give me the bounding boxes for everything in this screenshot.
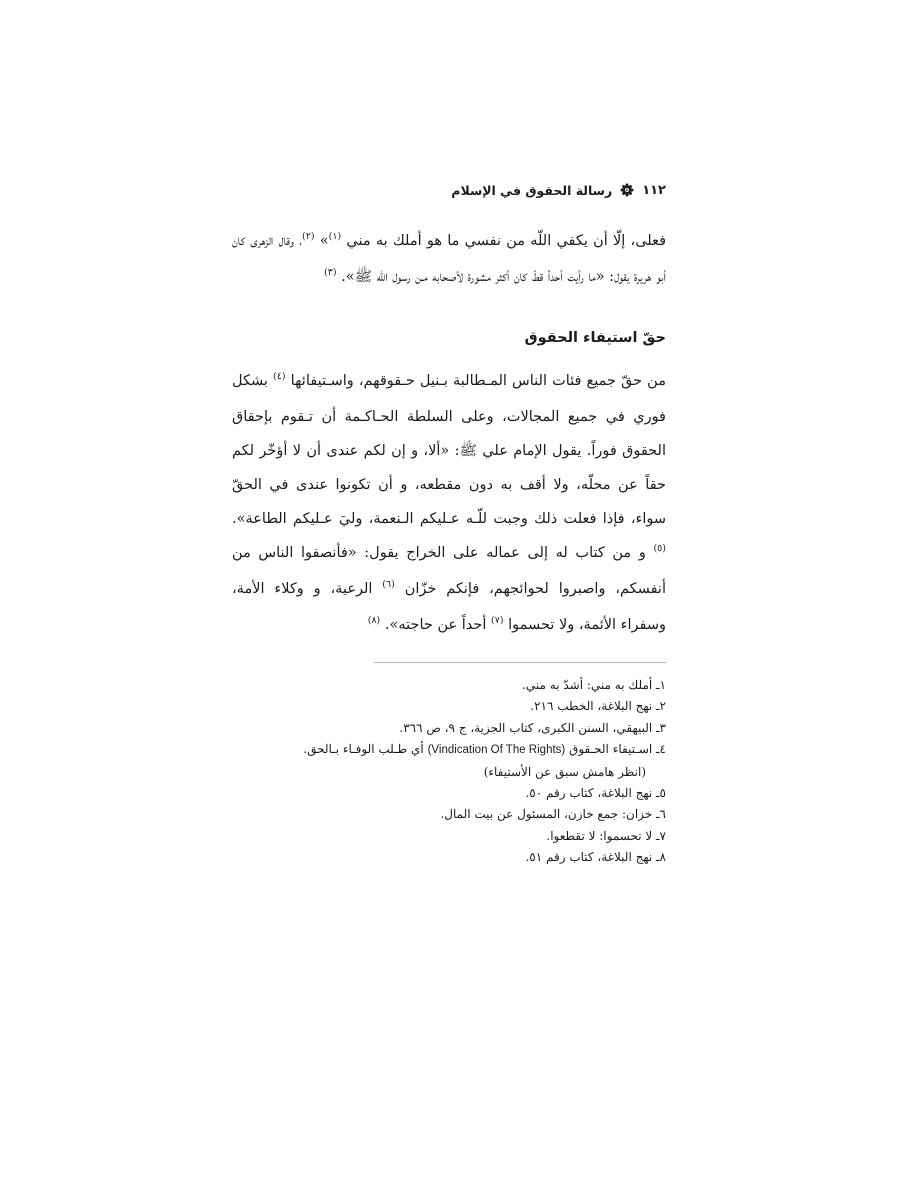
footnote-ref-6: (٦) [382,579,395,590]
footnote-ref-4: (٤) [273,371,286,382]
footnote-ref-5: (٥) [653,543,666,554]
paragraph-2-text: الرعية، و وكلاء الأمة، وسفراء الأئمة، ولا تحسموا [232,581,666,633]
footnote-4-text: أي طـلب الوفـاء بـالحق. [303,742,428,757]
page-number: ١١٢ [642,182,666,198]
paragraph-2-text: و من كتاب له إلى عماله على الخراج يقول: «فأنصفوا الناس من أنفسكم، واصبروا لحوائجهم، فإنكم خزّان [232,545,666,597]
footnote-8: ٨ـ نهج البلاغة، كتاب رقم ٥١. [525,850,666,865]
paragraph-2-text: أحداً عن حاجته». [380,617,491,633]
footnote-ref-1: (١) [328,231,342,242]
footnote-4 [232,739,666,761]
paragraph-2 [232,364,666,644]
footnote-7: ٧ـ لا تحسموا: لا تقطعوا. [546,828,666,843]
paragraph-1-text: فعلى، إلّا أن يكفي اللّه من نفسي ما هو أملك به مني [341,233,667,249]
paragraph-1-text: » [314,233,329,249]
footnote-4-continuation: (انظر هامش سبق عن الأستيفاء) [483,764,646,779]
footnote-1: ١ـ أملك به مني: أشدّ به مني. [522,678,666,692]
paragraph-1-text: ، وقال الزهرى كان أبو هريرة يقول: «ما رأيت أحداً قطّ كان أكثر مشورة لأصحابه مـن رسول اللّه ﷺ». [232,233,666,285]
section-heading: حقّ استيفاء الحقوق [524,330,666,346]
footnote-ref-8: (٨) [367,615,381,626]
footnote-2: ٢ـ نهج البلاغة، الخطب ٢١٦. [530,699,666,714]
flower-ornament-icon [620,183,634,197]
book-title: رسالة الحقوق في الإسلام [451,182,613,198]
footnote-3: ٣ـ البيهقي، السنن الكبرى، كتاب الجزية، ج ٩، ص ٣٦٦. [399,720,666,735]
footnotes-list [232,675,666,869]
paragraph-2-text: من حقّ جميع فئات الناس المـطالبة بـنيل حـقوقهم، واسـتيفائها [285,373,666,389]
footnote-divider [374,662,666,663]
footnote-5: ٥ـ نهج البلاغة، كتاب رقم ٥٠. [525,786,666,801]
footnote-4-english-term: (Vindication Of The Rights) [427,744,566,757]
footnote-6: ٦ـ خزان: جمع خازن، المسئول عن بيت المال. [440,807,666,822]
footnote-ref-7: (٧) [491,615,504,626]
paragraph-1 [232,224,666,296]
book-page [232,178,666,869]
paragraph-2-text: بشكل فوري في جميع المجالات، وعلى السلطة الحـاكـمة أن تـقوم بإحقاق الحقوق فوراً. يقول الإمام علي ﷺ: «ألا، و إن لكم عندى أن لا أؤخّر لكم حقاً عن محلّه، ولا أقف به دون مقطعه، و أن تكونوا عندى في الحقّ سواء، فإذا فعلت ذلك وجبت للّـه عـليكم الـنعمة، وليَ عـليكم الطاعة». [232,373,666,527]
footnote-4-text: ٤ـ اسـتيفاء الحـقوق [565,742,666,757]
running-header [232,178,666,202]
footnote-ref-3: (٣) [324,267,337,278]
footnote-ref-2: (٢) [301,231,315,242]
